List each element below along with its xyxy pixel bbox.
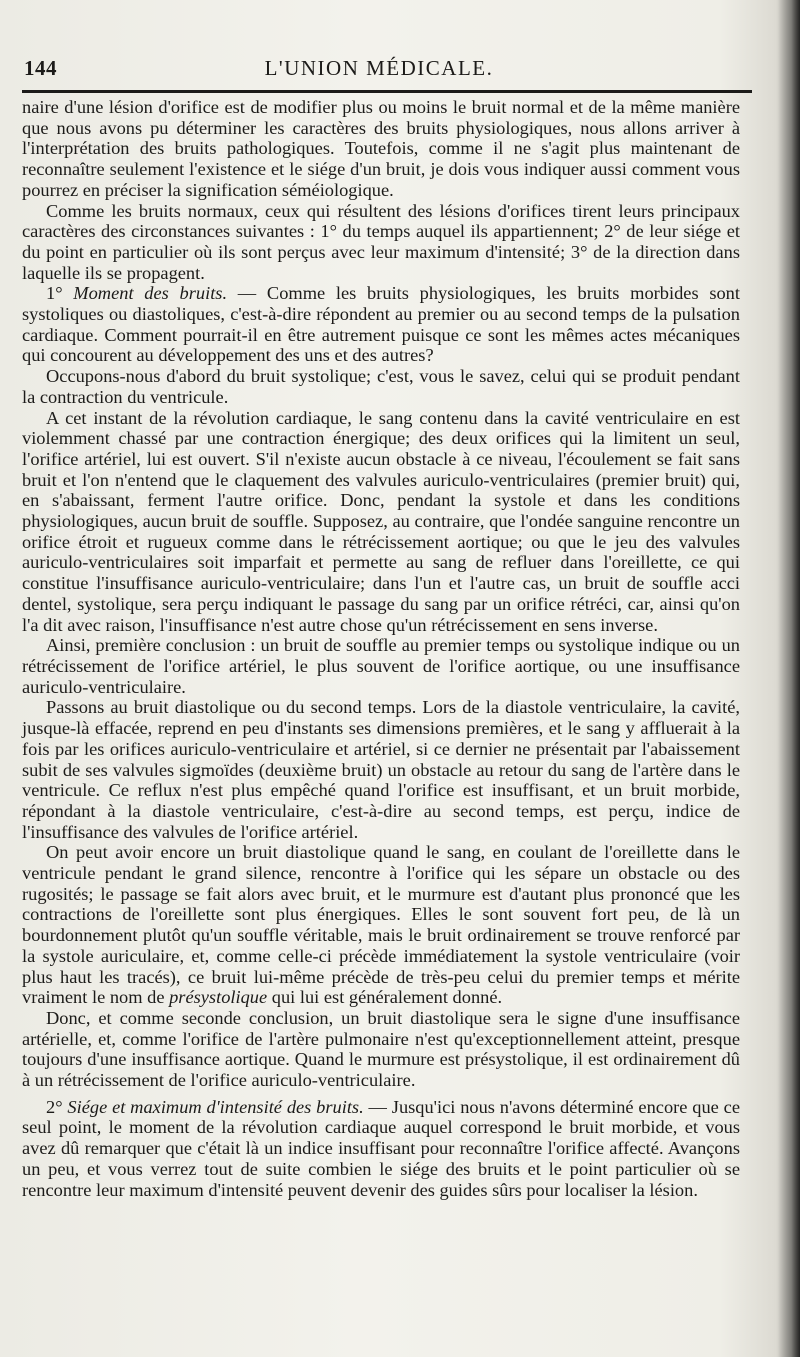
paragraph-9: Donc, et comme seconde conclusion, un bruit diastolique sera le signe d'une insuffisance artérielle, et, comme l'orifice de l'artère pulmonaire n'est qu'exceptionnellement atteint, presque toujours d'une insuffisance aortique. Quand le murmure est présystolique, il est ordinairement dû à un rétrécissement de l'orifice auriculo-ventriculaire. <box>22 1007 740 1091</box>
paragraph-3 <box>22 283 740 366</box>
paragraph-8 <box>22 842 740 1008</box>
paragraph-4: Occupons-nous d'abord du bruit systolique; c'est, vous le savez, celui qui se produit pendant la contraction du ventricule. <box>22 366 740 407</box>
presystolic-term: présystolique <box>169 987 268 1008</box>
section-number-2: 2° <box>46 1096 63 1117</box>
section-heading-1: Moment des bruits. <box>73 283 228 304</box>
section-heading-2: Siége et maximum d'intensité des bruits. <box>67 1096 364 1117</box>
heading-dash-2: — <box>363 1096 392 1117</box>
header-rule <box>22 90 752 93</box>
paragraph-3-text: Comme les bruits physiologiques, les bruits morbides sont systoliques ou diastoliques, c'est-à-dire répondent au premier ou au second temps de la pulsation cardiaque. Comment pourrait-il en être autrement puisque ce sont les mêmes actes mécaniques qui concourent au développement des uns et des autres? <box>22 283 740 366</box>
paragraph-5: A cet instant de la révolution cardiaque, le sang contenu dans la cavité ventriculaire en est violemment chassé par une contraction énergique; des deux orifices qui la limitent un seul, l'orifice artériel, lui est ouvert. S'il n'existe aucun obstacle à ce niveau, l'écoulement se fait sans bruit et l'on n'entend que le claquement des valvules auriculo-ventriculaires (premier bruit) qui, en s'abaissant, ferment l'autre orifice. Donc, pendant la systole et dans les conditions physiologiques, aucun bruit de souffle. Supposez, au contraire, que l'ondée sanguine rencontre un orifice étroit et rugueux comme dans le rétrécissement aortique; ou que le jeu des valvules auriculo-ventriculaires soit imparfait et permette au sang de refluer dans l'oreillette, ce qui constitue l'insuffisance auriculo-ventriculaire; dans l'un et l'autre cas, un bruit de souffle acci dentel, systolique, sera perçu indiquant le passage du sang par un orifice rétréci, car, ainsi qu'on l'a dit avec raison, l'insuffisance n'est autre chose qu'un rétrécissement en sens inverse. <box>22 407 740 635</box>
page-number: 144 <box>24 56 57 80</box>
running-title: L'UNION MÉDICALE. <box>264 56 494 80</box>
paragraph-10-text: Jusqu'ici nous n'avons déterminé encore que ce seul point, le moment de la révolution cardiaque auquel correspond le bruit morbide, et vous avez dû remarquer que c'était là un indice insuffisant pour reconnaître l'orifice affecté. Avançons un peu, et vous verrez tout de suite combien le siége des bruits et le point particulier où se rencontre leur maximum d'intensité peuvent devenir des guides sûrs pour localiser la lésion. <box>22 1096 740 1200</box>
page-edge-shadow <box>778 0 800 1357</box>
paragraph-7: Passons au bruit diastolique ou du second temps. Lors de la diastole ventriculaire, la cavité, jusque-là effacée, reprend en peu d'instants ses dimensions premières, et le sang y affluerait à la fois par les orifices auriculo-ventriculaire et artériel, si ce dernier ne présentait par l'abaissement subit de ses valvules sigmoïdes (deuxième bruit) un obstacle au retour du sang de l'artère dans le ventricule. Ce reflux n'est plus empêché quand l'orifice est insuffisant, et un bruit morbide, répondant à la diastole ventriculaire, c'est-à-dire au second temps, est perçu, indice de l'insuffisance des valvules de l'orifice artériel. <box>22 697 740 842</box>
page-header <box>24 52 734 86</box>
paragraph-8-text: On peut avoir encore un bruit diastolique quand le sang, en coulant de l'oreillette dans le ventricule pendant le grand silence, rencontre à l'orifice qui les sépare un obstacle ou des rugosités; le passage se fait alors avec bruit, et le murmure est d'autant plus prononcé que les contractions de l'oreillette sont plus énergiques. Elles le sont souvent fort peu, de là un bourdonnement plutôt qu'un souffle véritable, mais le bruit ordinairement se trouve renforcé par la systole auriculaire, et, comme celle-ci précède immédiatement la systole ventriculaire (voir plus haut les tracés), ce bruit lui-même précède de très-peu celui du premier temps et mérite vraiment le nom de <box>22 842 740 1008</box>
paragraph-8-tail: qui lui est généralement donné. <box>267 987 503 1008</box>
paragraph-10 <box>22 1097 740 1201</box>
paragraph-2: Comme les bruits normaux, ceux qui résultent des lésions d'orifices tirent leurs principaux caractères des circonstances suivantes : 1° du temps auquel ils appartiennent; 2° de leur siége et du point en particulier où ils sont perçus avec leur maximum d'intensité; 3° de la direction dans laquelle ils se propagent. <box>22 200 740 283</box>
paragraph-1: naire d'une lésion d'orifice est de modifier plus ou moins le bruit normal et de la même manière que nous avons pu déterminer les caractères des bruits physiologiques, nous allons arriver à l'interprétation des bruits pathologiques. Toutefois, comme il ne s'agit plus maintenant de reconnaître seulement l'existence et le siége d'un bruit, je dois vous indiquer aussi comment vous pourrez en préciser la signification séméiologique. <box>22 97 740 200</box>
paragraph-6: Ainsi, première conclusion : un bruit de souffle au premier temps ou systolique indique ou un rétrécissement de l'orifice artériel, le plus souvent de l'orifice aortique, ou une insuffisance auriculo-ventriculaire. <box>22 635 740 697</box>
body-text <box>22 97 740 1200</box>
section-number-1: 1° <box>46 283 63 304</box>
heading-dash-1: — <box>227 283 267 304</box>
